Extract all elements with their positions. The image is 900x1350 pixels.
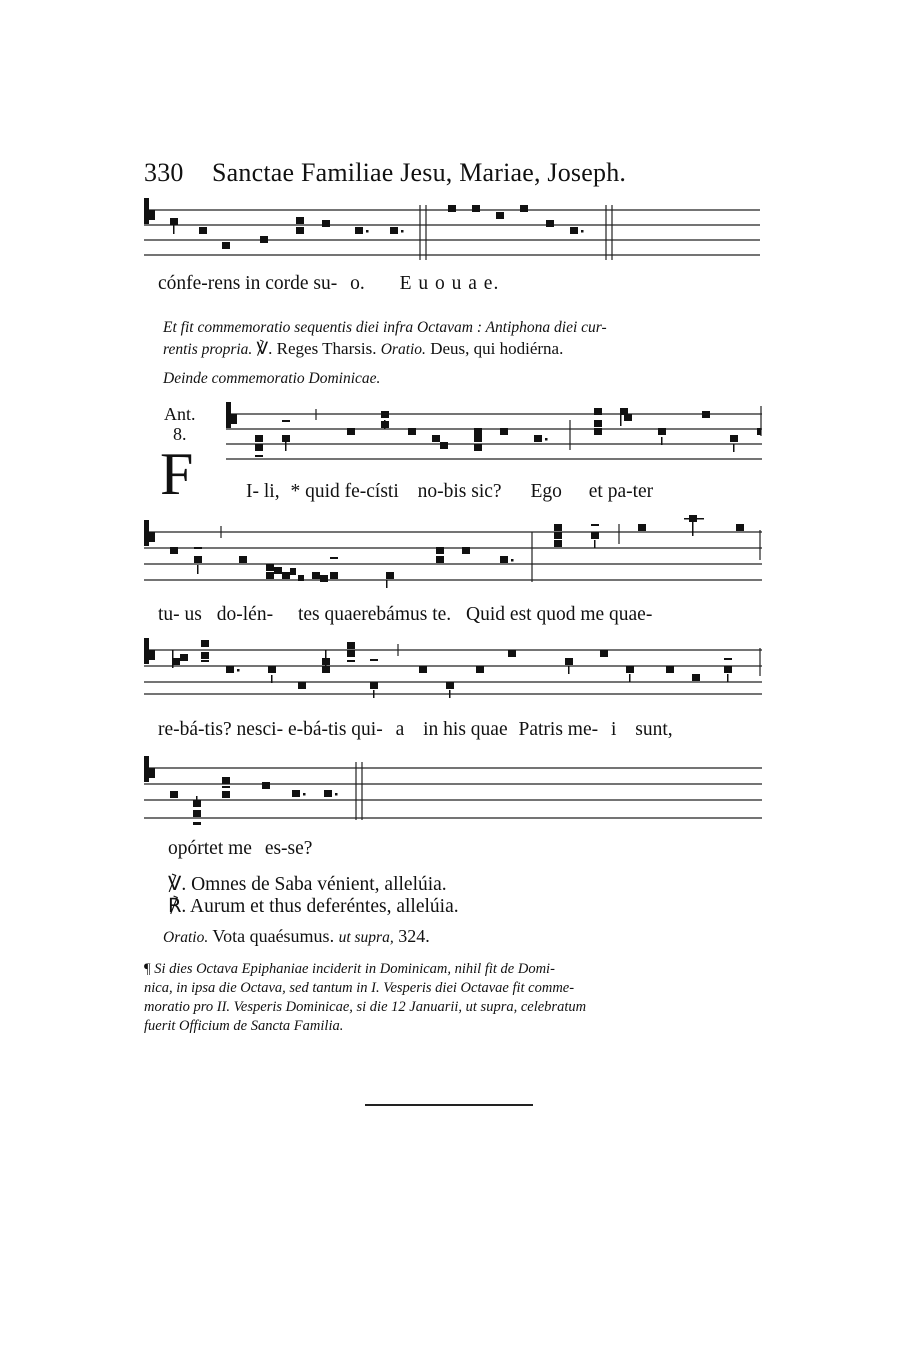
- lyrics-line-1: [158, 273, 499, 295]
- response: [168, 894, 459, 918]
- syllables: nesci-: [236, 719, 284, 740]
- initial-letter: F: [160, 441, 194, 507]
- syllables: I- li,: [246, 481, 280, 502]
- syllables: sunt,: [635, 719, 673, 740]
- rubric-text-2: Deus, qui hodiérna.: [430, 339, 564, 358]
- staff-5: [144, 758, 766, 832]
- page-header: [144, 158, 626, 188]
- antiphon-label: [164, 404, 196, 444]
- footnote-line: Si dies Octava Epiphaniae inciderit in Dominicam, nihil fit de Domi-: [154, 961, 555, 977]
- response-sign: ℟.: [168, 896, 187, 917]
- response-text: Aurum et thus deferéntes, allelúia.: [190, 896, 459, 917]
- versicle: [168, 872, 447, 896]
- syllables: i: [610, 719, 617, 740]
- footnote-line: nica, in ipsa die Octava, sed tantum in I. Vesperis diei Octavae fit comme-: [144, 980, 575, 996]
- syllables: cónfe-rens in corde su-: [158, 273, 338, 294]
- syllables: tu- us: [158, 604, 202, 625]
- syllables: e-bá-tis: [287, 719, 347, 740]
- oratio-line: [163, 926, 430, 947]
- staff-3: [144, 520, 766, 592]
- euouae: E u o u a e.: [399, 273, 500, 294]
- staff-4: [144, 638, 766, 704]
- oratio-label: Oratio.: [380, 341, 426, 358]
- footnote-line: moratio pro II. Vesperis Dominicae, si die 12 Januarii, ut supra, celebratum: [144, 999, 587, 1015]
- lyrics-line-2: [246, 481, 653, 503]
- lyrics-line-4: [158, 719, 673, 741]
- footnote-line: fuerit Officium de Sancta Familia.: [144, 1018, 344, 1034]
- syllables: Patris me-: [518, 719, 599, 740]
- oratio-text: Vota quaésumus.: [212, 926, 335, 946]
- closing-rule: [365, 1104, 533, 1106]
- page-number: 330: [144, 158, 184, 187]
- page-title: Sanctae Familiae Jesu, Mariae, Joseph.: [212, 158, 627, 187]
- versicle-sign: ℣.: [256, 339, 273, 358]
- syllable: o.: [350, 273, 365, 294]
- lyrics-line-5: [168, 838, 312, 860]
- syllables: no-bis sic?: [417, 481, 502, 502]
- versicle-sign: ℣.: [168, 874, 187, 895]
- rubric-italic: Et fit commemoratio sequentis diei infra Octavam : Antiphona diei cur-: [163, 319, 607, 336]
- staff-2: [226, 400, 766, 470]
- staff-1: [144, 200, 764, 268]
- versicle-text: Omnes de Saba vénient, allelúia.: [191, 874, 447, 895]
- syllables: Quid est quod me quae-: [466, 604, 653, 625]
- footnote: [144, 960, 764, 1036]
- syllables: re-bá-tis?: [158, 719, 232, 740]
- syllables: Ego: [530, 481, 562, 502]
- pilcrow-icon: ¶: [144, 961, 151, 977]
- syllables: do-lén-: [216, 604, 274, 625]
- syllables: tes quaerebámus te.: [297, 604, 452, 625]
- oratio-page: 324.: [398, 926, 430, 946]
- syllables: opórtet me: [168, 838, 252, 859]
- oratio-ref: ut supra,: [338, 929, 394, 946]
- ant-label: Ant.: [164, 404, 196, 424]
- lyrics-line-3: [158, 604, 652, 626]
- syllables: * quid fe-císti: [290, 481, 399, 502]
- syllables: et pa-ter: [588, 481, 654, 502]
- mode-number: 8.: [173, 424, 187, 444]
- oratio-label: Oratio.: [163, 929, 209, 946]
- syllables: in his quae: [423, 719, 508, 740]
- rubric-text: Reges Tharsis.: [276, 339, 377, 358]
- rubric-dominica: Deinde commemoratio Dominicae.: [163, 370, 381, 387]
- rubric-italic-2: rentis propria.: [163, 341, 253, 358]
- syllables: qui-: [351, 719, 383, 740]
- syllables: a: [395, 719, 405, 740]
- rubric-commemoration: [163, 316, 763, 360]
- syllables: es-se?: [264, 838, 313, 859]
